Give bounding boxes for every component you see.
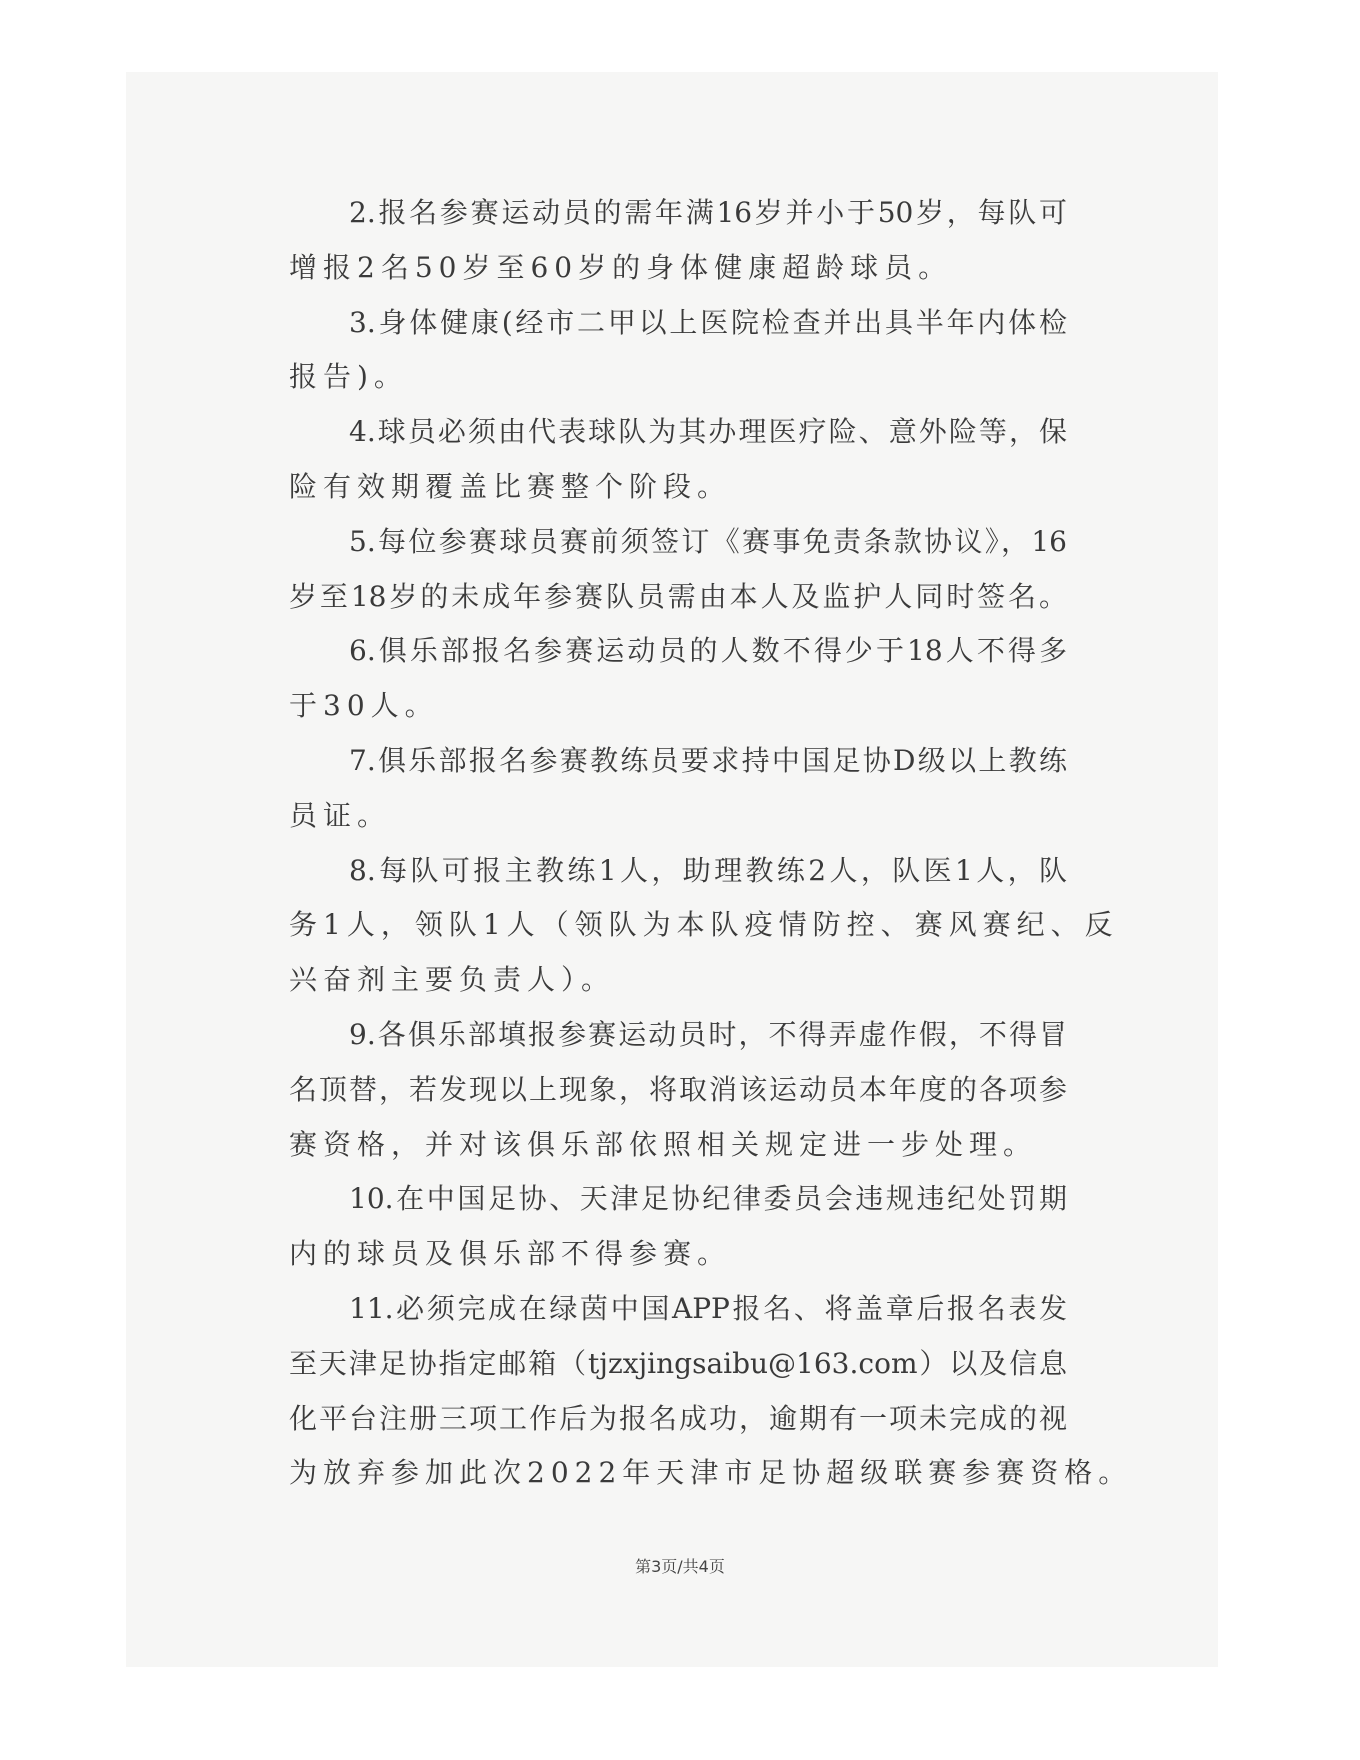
text-line: 增报2名50岁至60岁的身体健康超龄球员。 <box>289 250 953 284</box>
text-line: 报告)。 <box>289 360 408 394</box>
document-body <box>289 192 1133 1507</box>
text-line: 9.各俱乐部填报参赛运动员时，不得弄虚作假，不得冒 <box>349 1017 1067 1051</box>
text-line: 10.在中国足协、天津足协纪律委员会违规违纪处罚期 <box>349 1182 1067 1216</box>
text-line: 名顶替，若发现以上现象，将取消该运动员本年度的各项参 <box>289 1072 1067 1106</box>
text-line: 岁至18岁的未成年参赛队员需由本人及监护人同时签名。 <box>289 579 1067 613</box>
text-line: 7.俱乐部报名参赛教练员要求持中国足协D级以上教练 <box>349 743 1067 777</box>
text-line: 务1人，领队1人（领队为本队疫情防控、赛风赛纪、反 <box>289 908 1119 942</box>
text-line: 3.身体健康(经市二甲以上医院检查并出具半年内体检 <box>349 305 1067 339</box>
text-line: 内的球员及俱乐部不得参赛。 <box>289 1237 732 1271</box>
text-line: 6.俱乐部报名参赛运动员的人数不得少于18人不得多 <box>349 634 1067 668</box>
page-number: 第3页/共4页 <box>635 1557 725 1576</box>
text-line: 员证。 <box>289 798 392 832</box>
text-line: 险有效期覆盖比赛整个阶段。 <box>289 469 732 503</box>
text-line: 化平台注册三项工作后为报名成功，逾期有一项未完成的视 <box>289 1401 1067 1435</box>
text-line: 赛资格，并对该俱乐部依照相关规定进一步处理。 <box>289 1127 1038 1161</box>
text-line: 8.每队可报主教练1人，助理教练2人，队医1人，队 <box>349 853 1067 887</box>
text-line: 2.报名参赛运动员的需年满16岁并小于50岁，每队可 <box>349 196 1067 229</box>
text-line: 5.每位参赛球员赛前须签订《赛事免责条款协议》，16 <box>349 524 1067 558</box>
text-line: 至天津足协指定邮箱（tjzxjingsaibu@163.com）以及信息 <box>289 1346 1067 1380</box>
text-line: 于30人。 <box>289 689 439 723</box>
text-line: 为放弃参加此次2022年天津市足协超级联赛参赛资格。 <box>289 1456 1133 1490</box>
text-line: 兴奋剂主要负责人）。 <box>289 963 616 997</box>
text-line: 4.球员必须由代表球队为其办理医疗险、意外险等，保 <box>349 415 1067 449</box>
text-line: 11.必须完成在绿茵中国APP报名、将盖章后报名表发 <box>349 1291 1067 1325</box>
